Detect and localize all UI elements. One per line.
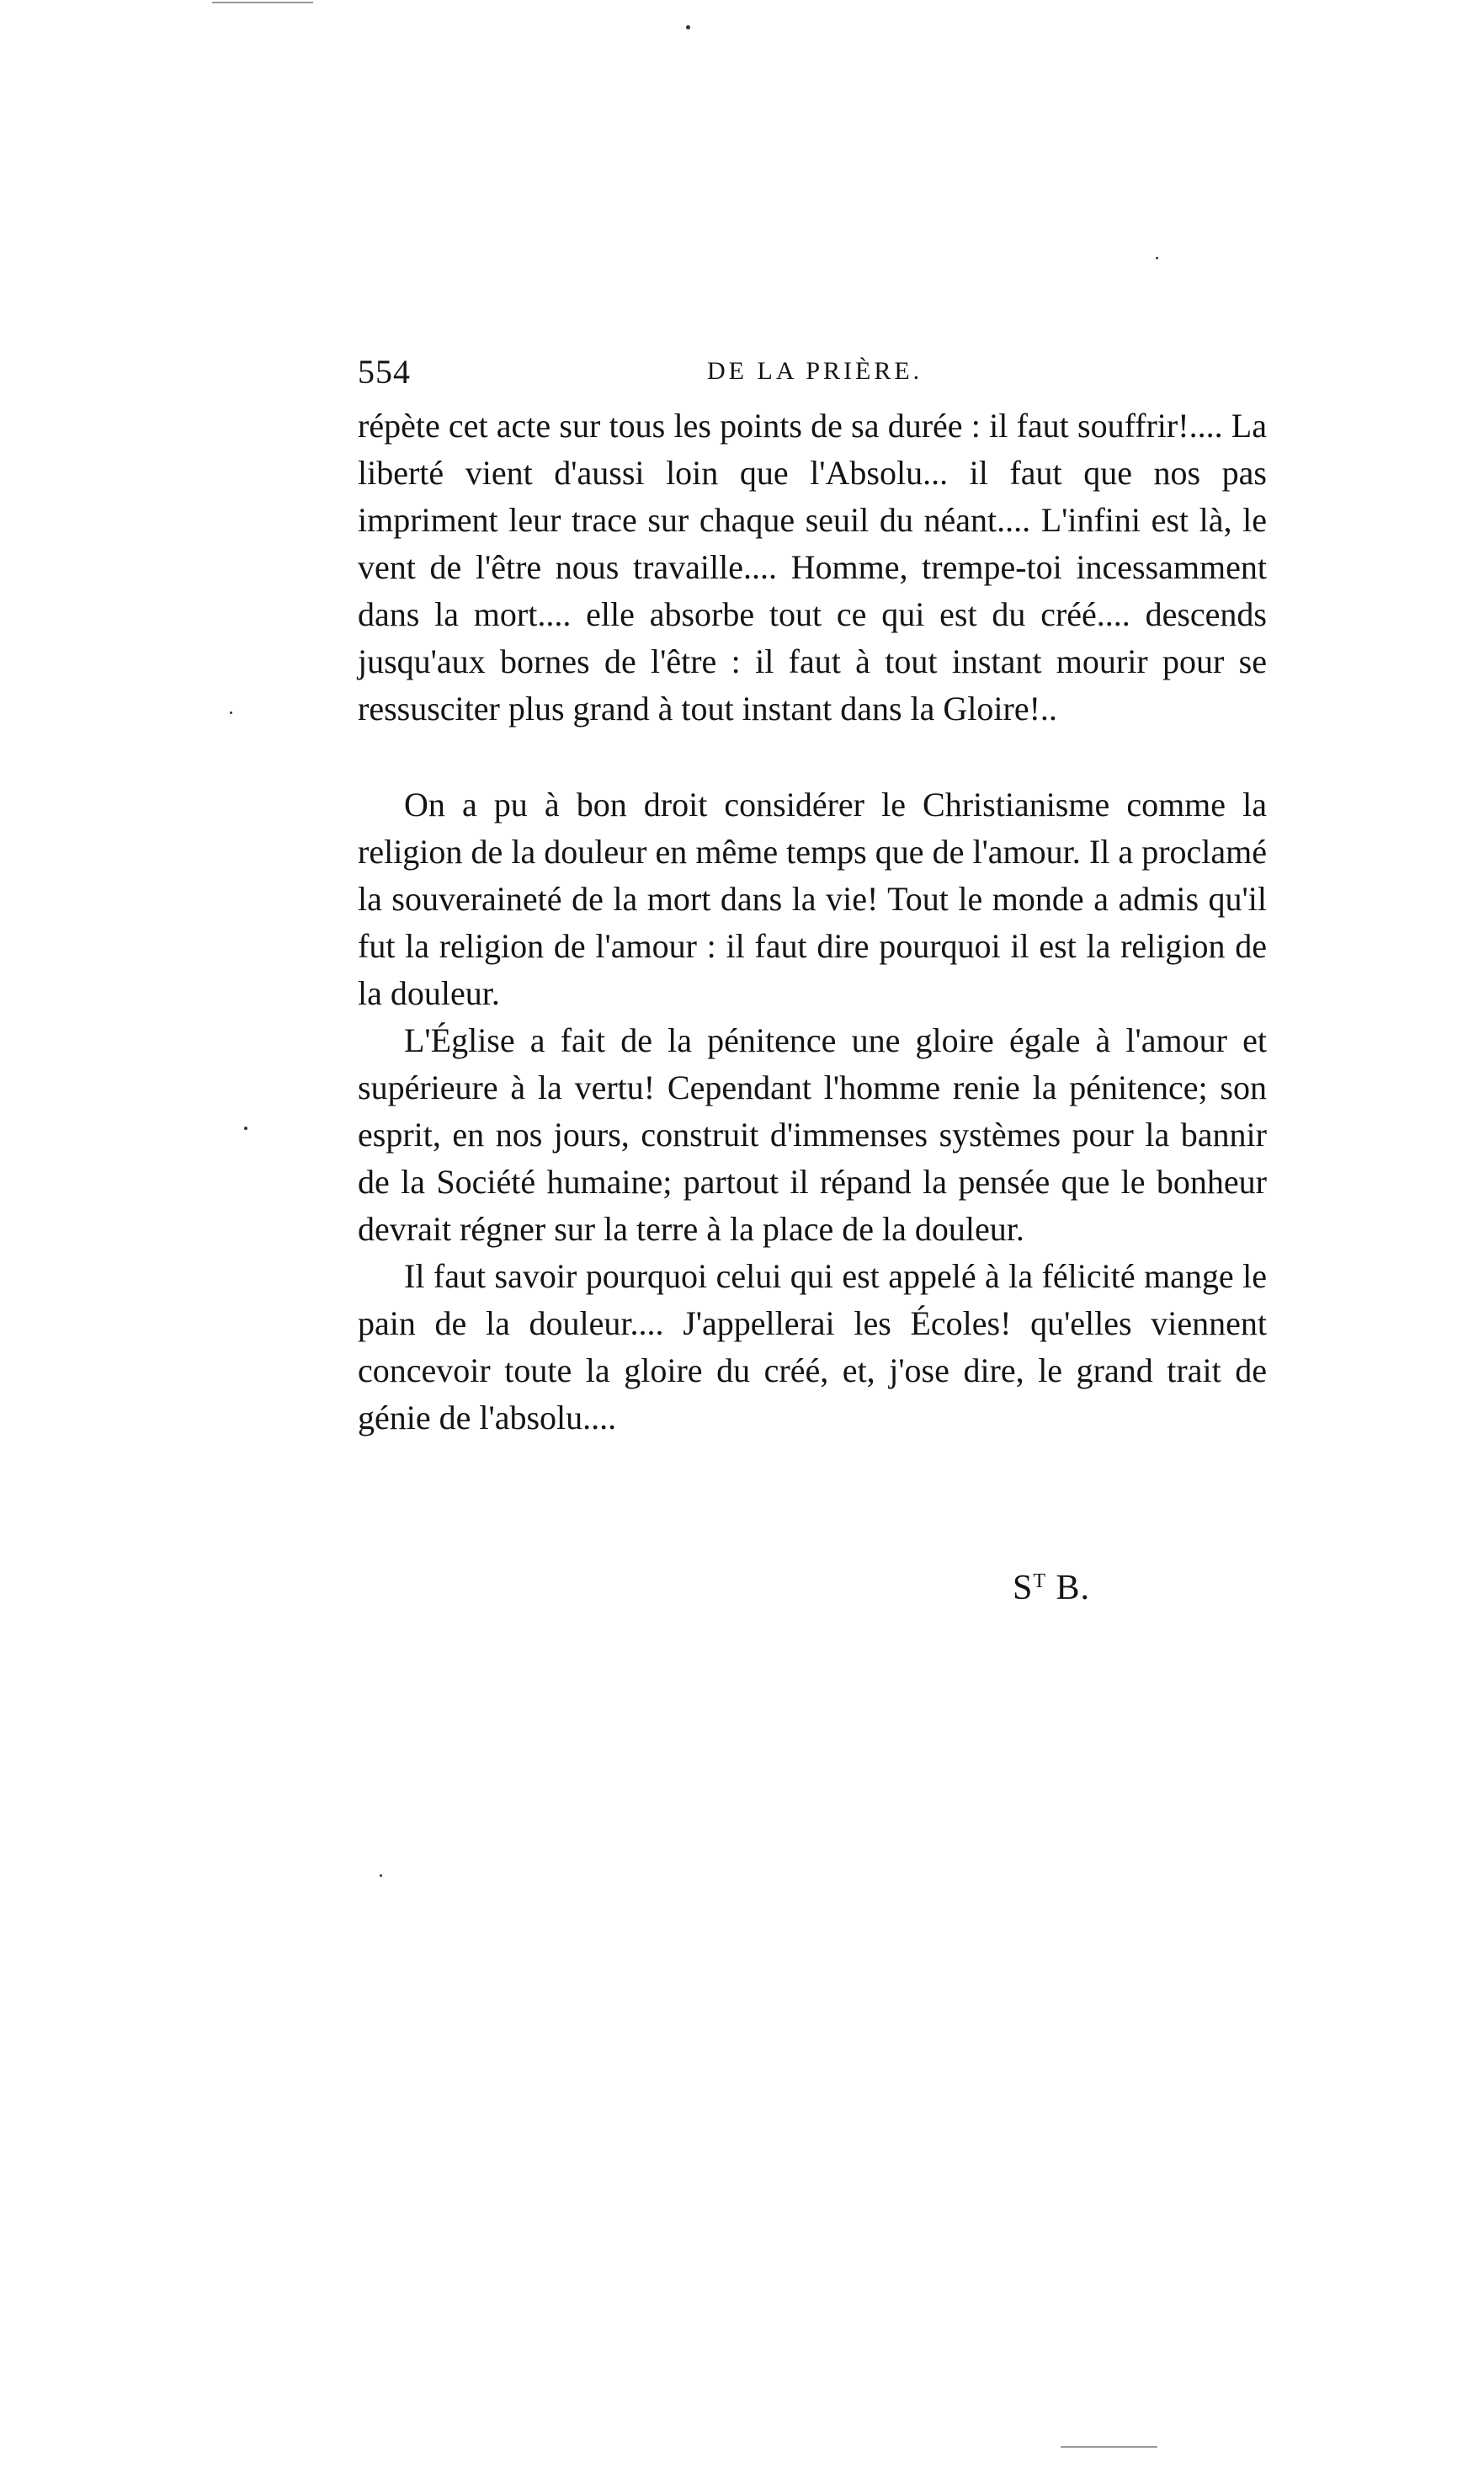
scan-speck [230,712,232,714]
signature-superscript: T [1033,1570,1047,1592]
running-title: DE LA PRIÈRE. [707,357,923,385]
signature-initial: S [1013,1569,1034,1607]
scan-mark [1061,2446,1157,2448]
scan-mark [212,2,313,3]
scan-speck [380,1874,382,1877]
page-number: 554 [358,353,411,391]
paragraph-1: répète cet acte sur tous les points de sa durée : il faut souffrir!.... La liberté vient d'aussi loin que l'Absolu... il faut que nos pas impriment leur trace sur chaque seuil du néant.... L'infini est là, le vent de l'être nous travaille.... Homme, trempe-toi incessamment dans la mort.... elle absorbe tout ce qui est du créé.... descends jusqu'aux bornes de l'être : il faut à tout instant mourir pour se ressusciter plus grand à tout instant dans la Gloire!.. [358,407,1267,728]
body-text [358,402,1267,1442]
page-header [358,352,1267,402]
scan-speck [244,1127,247,1130]
signature [1013,1568,1090,1608]
scan-speck [1156,257,1158,259]
signature-letter: B. [1056,1569,1091,1607]
scan-speck [686,25,690,29]
paragraph-2: On a pu à bon droit considérer le Christianisme comme la religion de la douleur en même temps que de l'amour. Il a proclamé la souveraineté de la mort dans la vie! Tout le monde a admis qu'il fut la religion de l'amour : il faut dire pourquoi il est la religion de la douleur. [358,786,1267,1012]
paragraph-4: Il faut savoir pourquoi celui qui est appelé à la félicité mange le pain de la douleur.... J'appellerai les Écoles! qu'elles viennent concevoir toute la gloire du créé, et, j'ose dire, le grand trait de génie de l'absolu.... [358,1257,1267,1436]
paragraph-3: L'Église a fait de la pénitence une gloire égale à l'amour et supérieure à la vertu! Cependant l'homme renie la pénitence; son esprit, en nos jours, construit d'immenses systèmes pour la bannir de la Société humaine; partout il répand la pensée que le bonheur devrait régner sur la terre à la place de la douleur. [358,1021,1267,1248]
